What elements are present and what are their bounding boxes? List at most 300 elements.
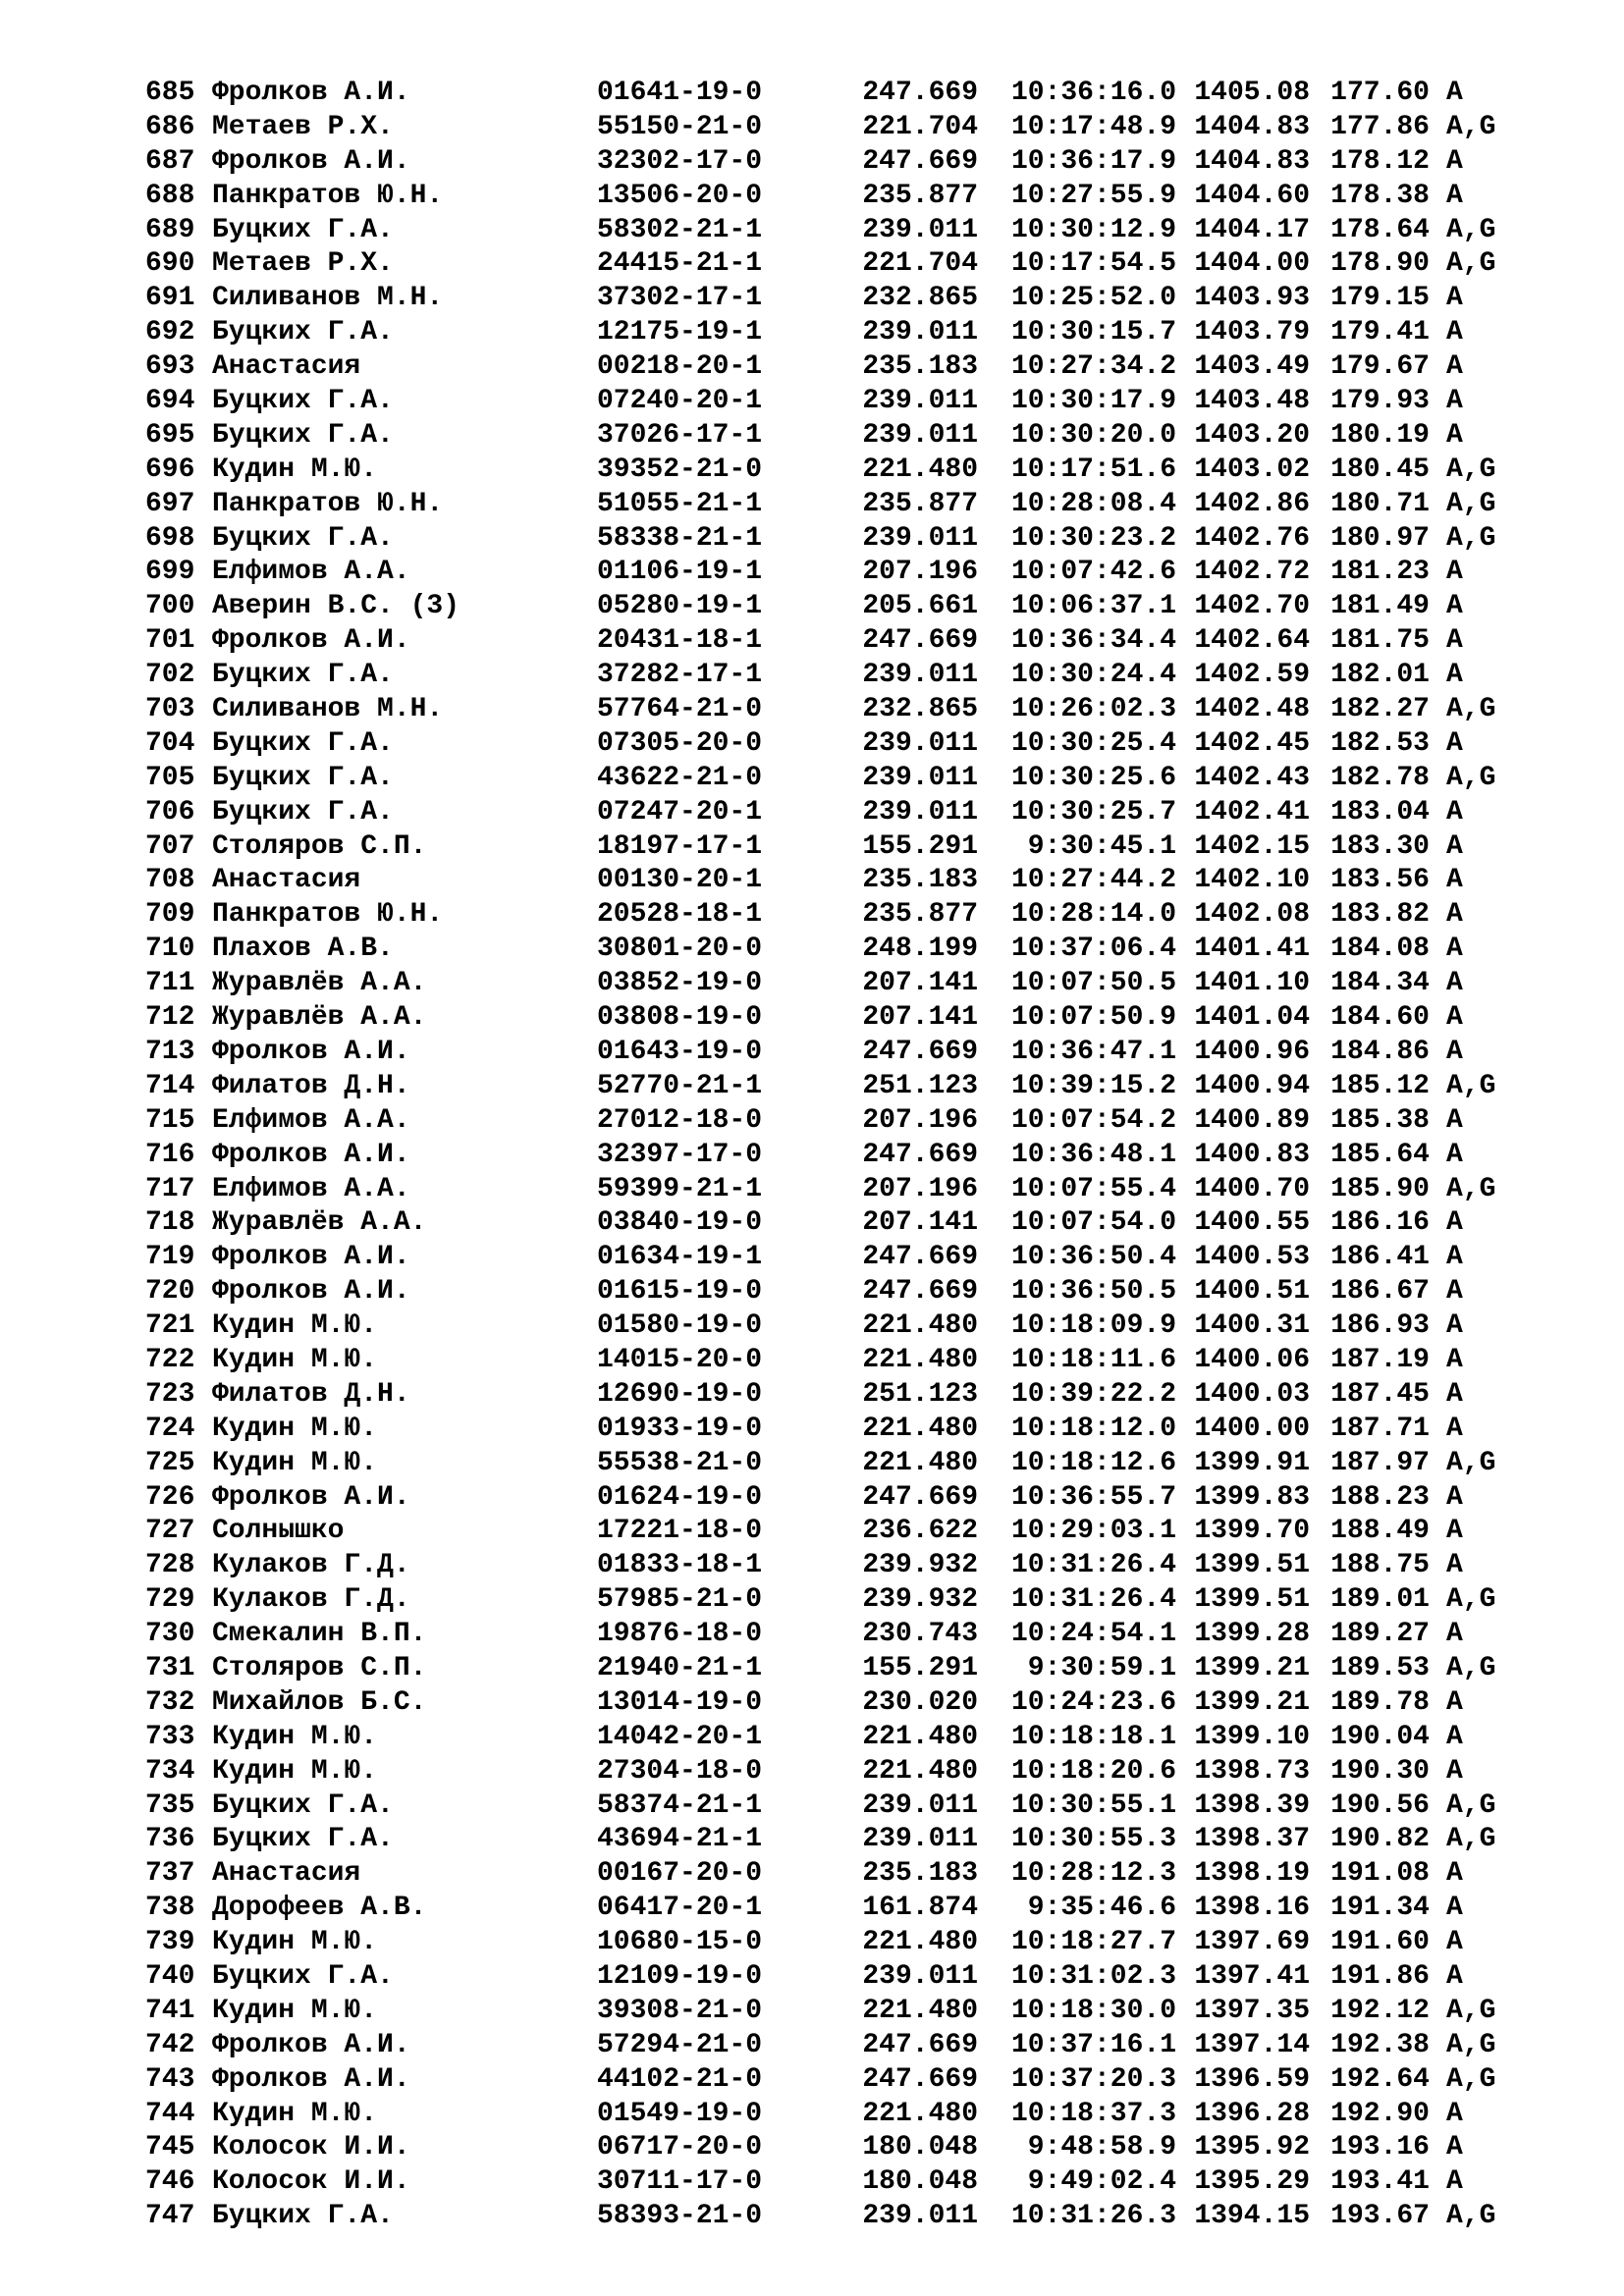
arrival-time: 10:18:27.7 (1010, 1927, 1176, 1958)
place-number: 686 (145, 111, 195, 142)
place-number: 690 (145, 248, 195, 280)
speed-value: 1403.02 (1194, 454, 1310, 485)
arrival-time: 10:18:37.3 (1010, 2098, 1176, 2129)
place-number: 709 (145, 899, 195, 931)
place-number: 746 (145, 2166, 195, 2198)
distance-value: 155.291 (862, 1652, 978, 1683)
place-number: 698 (145, 522, 195, 554)
speed-value: 1395.92 (1194, 2132, 1310, 2163)
table-row (145, 1104, 1579, 1139)
points-value: 178.90 (1330, 248, 1430, 280)
points-value: 179.15 (1330, 283, 1430, 314)
arrival-time: 10:36:55.7 (1010, 1481, 1176, 1513)
ring-code: 32302-17-0 (597, 145, 763, 177)
category-flag: A (1446, 1619, 1463, 1650)
distance-value: 239.011 (862, 660, 978, 691)
place-number: 735 (145, 1789, 195, 1821)
points-value: 186.16 (1330, 1207, 1430, 1239)
table-row (145, 1001, 1579, 1036)
ring-code: 58302-21-1 (597, 214, 763, 245)
table-row (145, 1686, 1579, 1721)
participant-name: Фролков А.И. (212, 1276, 410, 1308)
arrival-time: 10:30:23.2 (1010, 522, 1176, 554)
speed-value: 1404.60 (1194, 180, 1310, 211)
table-row (145, 590, 1579, 624)
table-row (145, 2200, 1579, 2234)
arrival-time: 10:30:15.7 (1010, 317, 1176, 348)
participant-name: Колосок И.И. (212, 2166, 410, 2198)
table-row (145, 1823, 1579, 1857)
arrival-time: 9:49:02.4 (1027, 2166, 1176, 2198)
table-row (145, 2098, 1579, 2132)
table-row (145, 1241, 1579, 1275)
speed-value: 1395.29 (1194, 2166, 1310, 2198)
ring-code: 07305-20-0 (597, 727, 763, 759)
place-number: 727 (145, 1516, 195, 1547)
participant-name: Буцких Г.А. (212, 762, 394, 793)
arrival-time: 10:07:50.9 (1010, 1002, 1176, 1034)
arrival-time: 10:36:16.0 (1010, 78, 1176, 108)
category-flag: A (1446, 1276, 1463, 1308)
category-flag: A (1446, 899, 1463, 931)
participant-name: Журавлёв А.А. (212, 968, 427, 999)
arrival-time: 10:30:25.4 (1010, 727, 1176, 759)
distance-value: 161.874 (862, 1893, 978, 1924)
speed-value: 1403.79 (1194, 317, 1310, 348)
speed-value: 1398.39 (1194, 1789, 1310, 1821)
points-value: 189.78 (1330, 1686, 1430, 1718)
table-row (145, 385, 1579, 419)
place-number: 729 (145, 1584, 195, 1616)
arrival-time: 10:17:48.9 (1010, 111, 1176, 142)
speed-value: 1401.04 (1194, 1002, 1310, 1034)
category-flag: A (1446, 1242, 1463, 1273)
points-value: 189.01 (1330, 1584, 1430, 1616)
place-number: 719 (145, 1242, 195, 1273)
distance-value: 221.480 (862, 1721, 978, 1752)
distance-value: 247.669 (862, 1276, 978, 1308)
points-value: 179.67 (1330, 351, 1430, 383)
points-value: 183.04 (1330, 796, 1430, 828)
ring-code: 01634-19-1 (597, 1242, 763, 1273)
distance-value: 239.011 (862, 522, 978, 554)
arrival-time: 10:30:24.4 (1010, 660, 1176, 691)
points-value: 184.08 (1330, 934, 1430, 965)
arrival-time: 10:30:25.7 (1010, 796, 1176, 828)
category-flag: A (1446, 1858, 1463, 1890)
distance-value: 239.011 (862, 727, 978, 759)
distance-value: 207.196 (862, 1104, 978, 1136)
place-number: 711 (145, 968, 195, 999)
arrival-time: 10:17:54.5 (1010, 248, 1176, 280)
ring-code: 06717-20-0 (597, 2132, 763, 2163)
arrival-time: 10:28:08.4 (1010, 488, 1176, 519)
distance-value: 247.669 (862, 625, 978, 657)
participant-name: Аверин В.С. (3) (212, 591, 460, 622)
speed-value: 1399.21 (1194, 1686, 1310, 1718)
points-value: 184.60 (1330, 1002, 1430, 1034)
table-row (145, 111, 1579, 145)
place-number: 739 (145, 1927, 195, 1958)
category-flag: A (1446, 351, 1463, 383)
place-number: 699 (145, 557, 195, 588)
table-row (145, 316, 1579, 350)
table-row (145, 624, 1579, 659)
table-row (145, 1721, 1579, 1755)
distance-value: 239.011 (862, 419, 978, 451)
distance-value: 221.480 (862, 1413, 978, 1444)
category-flag: A,G (1446, 1447, 1496, 1478)
ring-code: 27304-18-0 (597, 1755, 763, 1787)
speed-value: 1402.72 (1194, 557, 1310, 588)
category-flag: A,G (1446, 1652, 1496, 1683)
points-value: 193.16 (1330, 2132, 1430, 2163)
table-row (145, 1857, 1579, 1892)
participant-name: Силиванов М.Н. (212, 283, 444, 314)
category-flag: A,G (1446, 1173, 1496, 1204)
category-flag: A (1446, 1207, 1463, 1239)
points-value: 182.27 (1330, 694, 1430, 725)
arrival-time: 10:30:20.0 (1010, 419, 1176, 451)
arrival-time: 10:24:23.6 (1010, 1686, 1176, 1718)
category-flag: A (1446, 78, 1463, 108)
place-number: 703 (145, 694, 195, 725)
table-row (145, 1481, 1579, 1516)
arrival-time: 9:30:59.1 (1027, 1652, 1176, 1683)
place-number: 715 (145, 1104, 195, 1136)
speed-value: 1402.48 (1194, 694, 1310, 725)
speed-value: 1400.94 (1194, 1070, 1310, 1101)
ring-code: 55538-21-0 (597, 1447, 763, 1478)
ring-code: 57294-21-0 (597, 2029, 763, 2060)
table-row (145, 1515, 1579, 1549)
category-flag: A,G (1446, 454, 1496, 485)
participant-name: Михайлов Б.С. (212, 1686, 427, 1718)
participant-name: Буцких Г.А. (212, 214, 394, 245)
ring-code: 07247-20-1 (597, 796, 763, 828)
category-flag: A (1446, 727, 1463, 759)
points-value: 178.38 (1330, 180, 1430, 211)
speed-value: 1400.89 (1194, 1104, 1310, 1136)
place-number: 705 (145, 762, 195, 793)
table-row (145, 247, 1579, 282)
place-number: 720 (145, 1276, 195, 1308)
participant-name: Столяров С.П. (212, 830, 427, 862)
speed-value: 1402.41 (1194, 796, 1310, 828)
distance-value: 235.183 (862, 1858, 978, 1890)
place-number: 745 (145, 2132, 195, 2163)
arrival-time: 10:28:12.3 (1010, 1858, 1176, 1890)
distance-value: 221.480 (862, 1310, 978, 1342)
place-number: 721 (145, 1310, 195, 1342)
arrival-time: 10:06:37.1 (1010, 591, 1176, 622)
arrival-time: 10:39:22.2 (1010, 1378, 1176, 1410)
participant-name: Колосок И.И. (212, 2132, 410, 2163)
table-row (145, 659, 1579, 693)
table-row (145, 556, 1579, 590)
table-row (145, 1139, 1579, 1173)
ring-code: 58393-21-0 (597, 2201, 763, 2232)
arrival-time: 10:36:50.4 (1010, 1242, 1176, 1273)
points-value: 187.71 (1330, 1413, 1430, 1444)
distance-value: 221.704 (862, 248, 978, 280)
speed-value: 1403.48 (1194, 386, 1310, 417)
place-number: 722 (145, 1344, 195, 1375)
table-row (145, 1583, 1579, 1618)
arrival-time: 10:30:12.9 (1010, 214, 1176, 245)
arrival-time: 10:36:17.9 (1010, 145, 1176, 177)
category-flag: A (1446, 1481, 1463, 1513)
points-value: 178.12 (1330, 145, 1430, 177)
ring-code: 30801-20-0 (597, 934, 763, 965)
place-number: 691 (145, 283, 195, 314)
ring-code: 01549-19-0 (597, 2098, 763, 2129)
place-number: 708 (145, 865, 195, 896)
place-number: 688 (145, 180, 195, 211)
arrival-time: 10:37:16.1 (1010, 2029, 1176, 2060)
ring-code: 37282-17-1 (597, 660, 763, 691)
ring-code: 01106-19-1 (597, 557, 763, 588)
table-row (145, 1344, 1579, 1378)
table-row (145, 1378, 1579, 1413)
place-number: 695 (145, 419, 195, 451)
distance-value: 230.020 (862, 1686, 978, 1718)
table-row (145, 1206, 1579, 1241)
points-value: 182.78 (1330, 762, 1430, 793)
speed-value: 1405.08 (1194, 78, 1310, 108)
distance-value: 247.669 (862, 145, 978, 177)
participant-name: Кудин М.Ю. (212, 1310, 378, 1342)
participant-name: Анастасия (212, 865, 361, 896)
participant-name: Панкратов Ю.Н. (212, 488, 444, 519)
category-flag: A (1446, 419, 1463, 451)
points-value: 192.38 (1330, 2029, 1430, 2060)
category-flag: A (1446, 830, 1463, 862)
arrival-time: 10:18:11.6 (1010, 1344, 1176, 1375)
arrival-time: 10:31:02.3 (1010, 1960, 1176, 1992)
table-row (145, 522, 1579, 557)
points-value: 188.49 (1330, 1516, 1430, 1547)
table-row (145, 2131, 1579, 2165)
ring-code: 14042-20-1 (597, 1721, 763, 1752)
table-row (145, 1618, 1579, 1652)
participant-name: Буцких Г.А. (212, 727, 394, 759)
category-flag: A,G (1446, 762, 1496, 793)
points-value: 178.64 (1330, 214, 1430, 245)
participant-name: Смекалин В.П. (212, 1619, 427, 1650)
category-flag: A,G (1446, 1824, 1496, 1855)
points-value: 186.93 (1330, 1310, 1430, 1342)
participant-name: Метаев Р.Х. (212, 111, 394, 142)
distance-value: 235.183 (862, 865, 978, 896)
speed-value: 1403.20 (1194, 419, 1310, 451)
participant-name: Силиванов М.Н. (212, 694, 444, 725)
points-value: 184.34 (1330, 968, 1430, 999)
speed-value: 1400.83 (1194, 1139, 1310, 1170)
arrival-time: 10:18:09.9 (1010, 1310, 1176, 1342)
place-number: 736 (145, 1824, 195, 1855)
table-row (145, 1275, 1579, 1309)
distance-value: 235.183 (862, 351, 978, 383)
ring-code: 30711-17-0 (597, 2166, 763, 2198)
table-row (145, 1036, 1579, 1070)
ring-code: 57764-21-0 (597, 694, 763, 725)
category-flag: A (1446, 1002, 1463, 1034)
place-number: 742 (145, 2029, 195, 2060)
speed-value: 1400.06 (1194, 1344, 1310, 1375)
points-value: 185.90 (1330, 1173, 1430, 1204)
distance-value: 247.669 (862, 1481, 978, 1513)
ring-code: 27012-18-0 (597, 1104, 763, 1136)
category-flag: A (1446, 1413, 1463, 1444)
arrival-time: 9:48:58.9 (1027, 2132, 1176, 2163)
ring-code: 12109-19-0 (597, 1960, 763, 1992)
speed-value: 1402.76 (1194, 522, 1310, 554)
participant-name: Буцких Г.А. (212, 386, 394, 417)
category-flag: A (1446, 1378, 1463, 1410)
ring-code: 55150-21-0 (597, 111, 763, 142)
ring-code: 43694-21-1 (597, 1824, 763, 1855)
participant-name: Анастасия (212, 1858, 361, 1890)
points-value: 193.41 (1330, 2166, 1430, 2198)
ring-code: 20431-18-1 (597, 625, 763, 657)
arrival-time: 10:18:30.0 (1010, 1995, 1176, 2026)
place-number: 704 (145, 727, 195, 759)
table-row (145, 693, 1579, 727)
table-row (145, 180, 1579, 214)
distance-value: 207.141 (862, 1002, 978, 1034)
points-value: 183.30 (1330, 830, 1430, 862)
speed-value: 1396.59 (1194, 2063, 1310, 2095)
table-row (145, 1652, 1579, 1686)
arrival-time: 10:25:52.0 (1010, 283, 1176, 314)
ring-code: 01615-19-0 (597, 1276, 763, 1308)
participant-name: Буцких Г.А. (212, 522, 394, 554)
participant-name: Плахов А.В. (212, 934, 394, 965)
participant-name: Панкратов Ю.Н. (212, 899, 444, 931)
place-number: 710 (145, 934, 195, 965)
arrival-time: 10:36:47.1 (1010, 1036, 1176, 1067)
ring-code: 59399-21-1 (597, 1173, 763, 1204)
arrival-time: 9:35:46.6 (1027, 1893, 1176, 1924)
place-number: 702 (145, 660, 195, 691)
points-value: 185.64 (1330, 1139, 1430, 1170)
points-value: 190.56 (1330, 1789, 1430, 1821)
distance-value: 221.480 (862, 454, 978, 485)
table-row (145, 2063, 1579, 2098)
place-number: 737 (145, 1858, 195, 1890)
distance-value: 239.011 (862, 1960, 978, 1992)
place-number: 724 (145, 1413, 195, 1444)
speed-value: 1399.83 (1194, 1481, 1310, 1513)
distance-value: 235.877 (862, 180, 978, 211)
place-number: 693 (145, 351, 195, 383)
distance-value: 235.877 (862, 899, 978, 931)
distance-value: 247.669 (862, 1139, 978, 1170)
speed-value: 1397.69 (1194, 1927, 1310, 1958)
table-row (145, 727, 1579, 762)
distance-value: 230.743 (862, 1619, 978, 1650)
participant-name: Кулаков Г.Д. (212, 1550, 410, 1581)
category-flag: A (1446, 796, 1463, 828)
ring-code: 03840-19-0 (597, 1207, 763, 1239)
speed-value: 1396.28 (1194, 2098, 1310, 2129)
ring-code: 01833-18-1 (597, 1550, 763, 1581)
speed-value: 1404.83 (1194, 145, 1310, 177)
participant-name: Журавлёв А.А. (212, 1002, 427, 1034)
ring-code: 37302-17-1 (597, 283, 763, 314)
ring-code: 58338-21-1 (597, 522, 763, 554)
distance-value: 247.669 (862, 2063, 978, 2095)
participant-name: Буцких Г.А. (212, 2201, 394, 2232)
arrival-time: 10:29:03.1 (1010, 1516, 1176, 1547)
ring-code: 52770-21-1 (597, 1070, 763, 1101)
participant-name: Журавлёв А.А. (212, 1207, 427, 1239)
ring-code: 18197-17-1 (597, 830, 763, 862)
ring-code: 14015-20-0 (597, 1344, 763, 1375)
participant-name: Солнышко (212, 1516, 345, 1547)
speed-value: 1397.35 (1194, 1995, 1310, 2026)
arrival-time: 10:17:51.6 (1010, 454, 1176, 485)
distance-value: 251.123 (862, 1070, 978, 1101)
points-value: 177.86 (1330, 111, 1430, 142)
table-row (145, 282, 1579, 316)
place-number: 712 (145, 1002, 195, 1034)
speed-value: 1399.21 (1194, 1652, 1310, 1683)
points-value: 183.82 (1330, 899, 1430, 931)
points-value: 187.19 (1330, 1344, 1430, 1375)
points-value: 192.12 (1330, 1995, 1430, 2026)
points-value: 192.90 (1330, 2098, 1430, 2129)
place-number: 743 (145, 2063, 195, 2095)
place-number: 697 (145, 488, 195, 519)
points-value: 185.38 (1330, 1104, 1430, 1136)
participant-name: Буцких Г.А. (212, 1789, 394, 1821)
arrival-time: 9:30:45.1 (1027, 830, 1176, 862)
table-row (145, 1960, 1579, 1995)
category-flag: A (1446, 1104, 1463, 1136)
category-flag: A (1446, 1893, 1463, 1924)
category-flag: A (1446, 145, 1463, 177)
ring-code: 24415-21-1 (597, 248, 763, 280)
points-value: 179.41 (1330, 317, 1430, 348)
place-number: 733 (145, 1721, 195, 1752)
place-number: 685 (145, 78, 195, 108)
table-row (145, 864, 1579, 898)
speed-value: 1404.17 (1194, 214, 1310, 245)
ring-code: 01933-19-0 (597, 1413, 763, 1444)
distance-value: 239.932 (862, 1584, 978, 1616)
participant-name: Елфимов А.А. (212, 557, 410, 588)
table-row (145, 454, 1579, 488)
category-flag: A,G (1446, 2029, 1496, 2060)
participant-name: Кудин М.Ю. (212, 1413, 378, 1444)
ring-code: 43622-21-0 (597, 762, 763, 793)
ring-code: 05280-19-1 (597, 591, 763, 622)
speed-value: 1400.31 (1194, 1310, 1310, 1342)
speed-value: 1401.41 (1194, 934, 1310, 965)
table-row (145, 488, 1579, 522)
table-row (145, 2029, 1579, 2063)
distance-value: 239.011 (862, 317, 978, 348)
distance-value: 221.480 (862, 1447, 978, 1478)
points-value: 189.27 (1330, 1619, 1430, 1650)
participant-name: Буцких Г.А. (212, 419, 394, 451)
participant-name: Буцких Г.А. (212, 796, 394, 828)
category-flag: A (1446, 1139, 1463, 1170)
arrival-time: 10:07:54.2 (1010, 1104, 1176, 1136)
place-number: 687 (145, 145, 195, 177)
